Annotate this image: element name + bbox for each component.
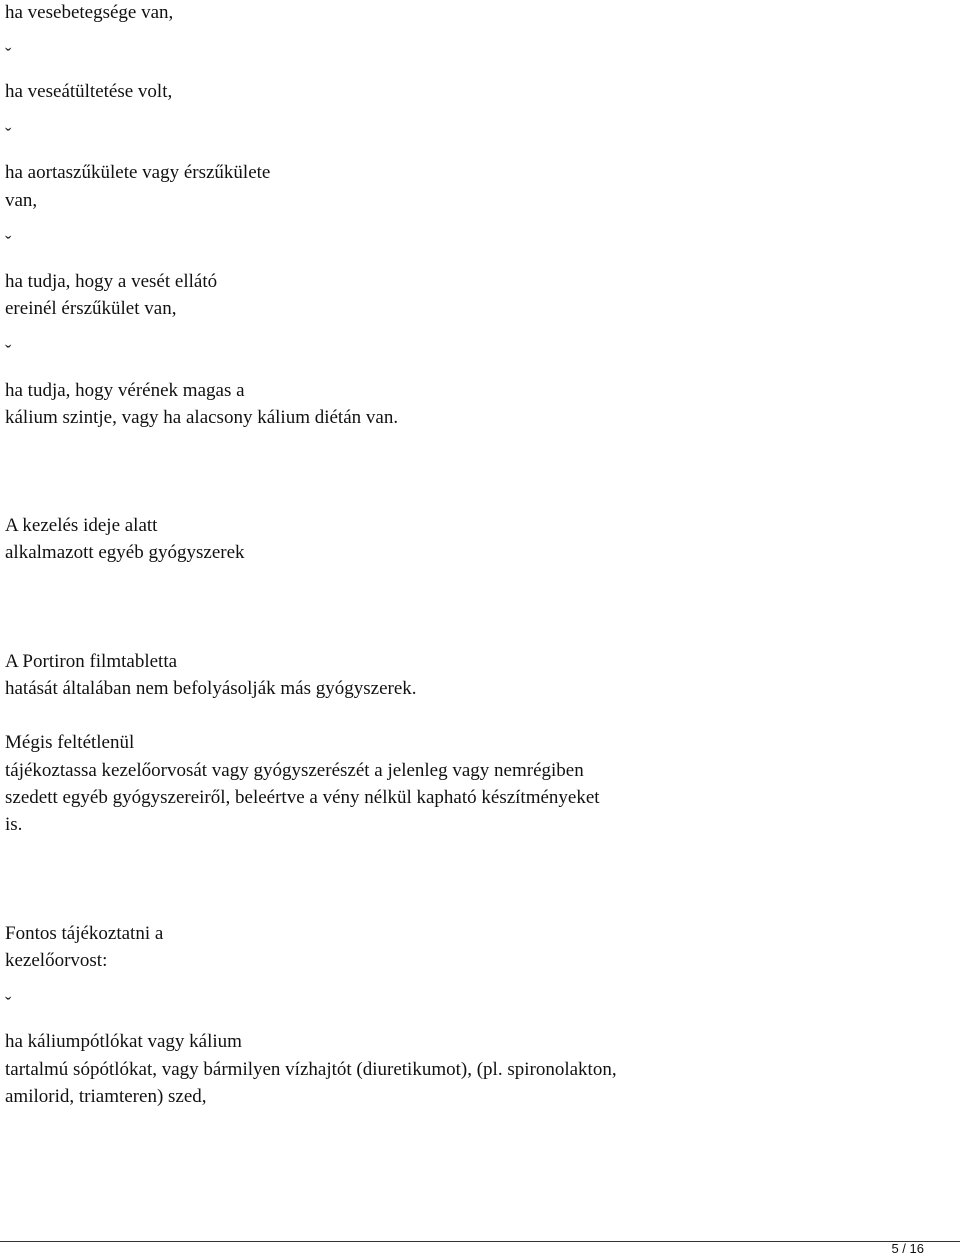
bullet-icon: ˇ <box>5 45 12 66</box>
list-item-text: ereinél érszűkület van, <box>5 298 177 319</box>
paragraph-line: hatását általában nem befolyásolják más gyógyszerek. <box>5 678 417 699</box>
bullet-icon: ˇ <box>5 125 12 146</box>
footer-divider <box>0 1241 960 1242</box>
list-item-text: ha veseátültetése volt, <box>5 81 173 102</box>
list-item-text: ha vesebetegsége van, <box>5 2 174 23</box>
list-item-text: kálium szintje, vagy ha alacsony kálium diétán van. <box>5 407 399 428</box>
list-item-text: ha káliumpótlókat vagy kálium <box>5 1031 242 1052</box>
paragraph-line: Mégis feltétlenül <box>5 732 135 753</box>
paragraph-line: is. <box>5 814 23 835</box>
list-item-text: ha tudja, hogy vérének magas a <box>5 380 245 401</box>
bullet-icon: ˇ <box>5 342 12 363</box>
paragraph-line: szedett egyéb gyógyszereiről, beleértve a vény nélkül kapható készítményeket <box>5 787 600 808</box>
list-item-text: tartalmú sópótlókat, vagy bármilyen vízhajtót (diuretikumot), (pl. spironolakton, <box>5 1059 617 1080</box>
heading-line: A kezelés ideje alatt <box>5 515 158 536</box>
list-item-text: amilorid, triamteren) szed, <box>5 1086 207 1107</box>
paragraph-line: Fontos tájékoztatni a <box>5 923 164 944</box>
list-item-text: ha tudja, hogy a vesét ellátó <box>5 271 218 292</box>
list-item-text: van, <box>5 190 38 211</box>
bullet-icon: ˇ <box>5 233 12 254</box>
paragraph-line: kezelőorvost: <box>5 950 108 971</box>
bullet-icon: ˇ <box>5 994 12 1015</box>
paragraph-line: A Portiron filmtabletta <box>5 651 178 672</box>
page-number: 5 / 16 <box>891 1241 924 1256</box>
paragraph-line: tájékoztassa kezelőorvosát vagy gyógyszerészét a jelenleg vagy nemrégiben <box>5 760 584 781</box>
heading-line: alkalmazott egyéb gyógyszerek <box>5 542 245 563</box>
list-item-text: ha aortaszűkülete vagy érszűkülete <box>5 162 271 183</box>
